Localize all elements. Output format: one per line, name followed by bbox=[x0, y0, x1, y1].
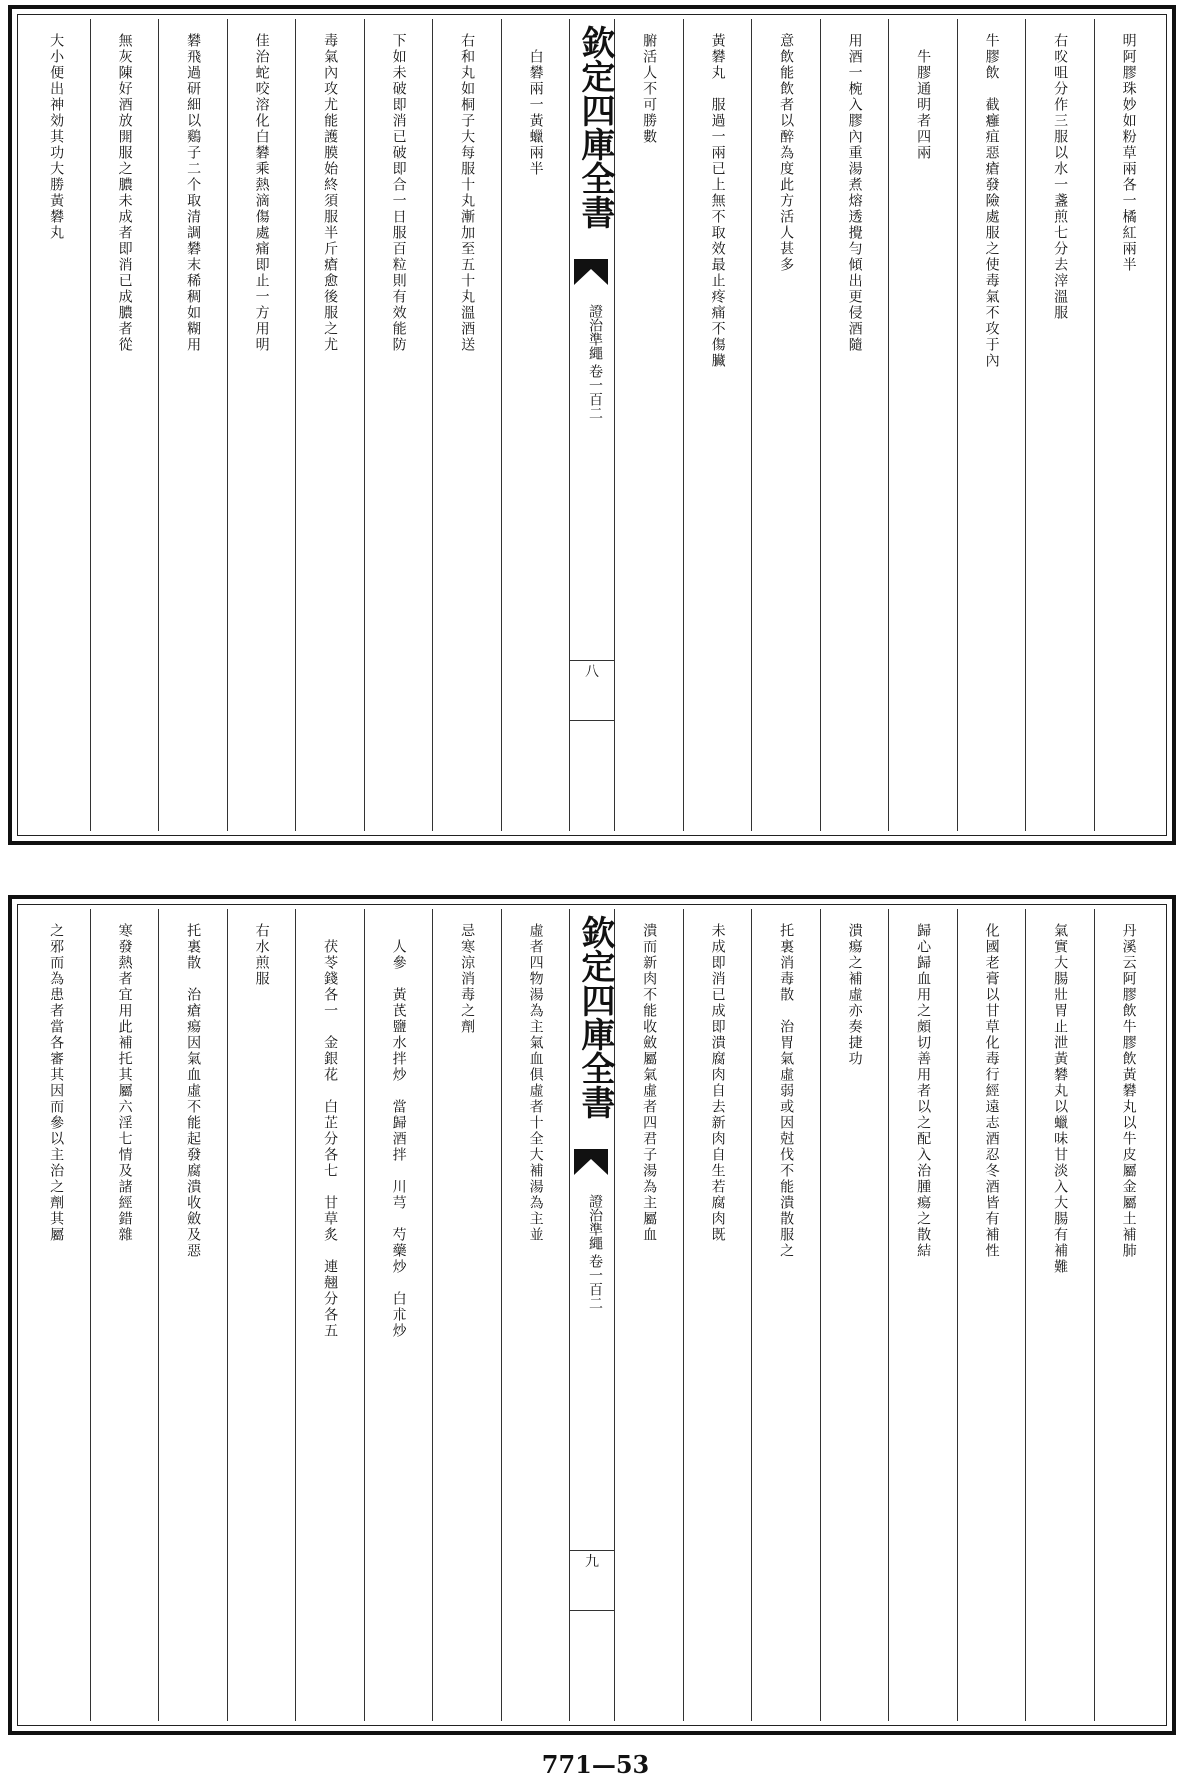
column-text: 潰而新肉不能收斂屬氣虛者四君子湯為主屬血 bbox=[641, 923, 658, 1243]
text-column bbox=[683, 19, 752, 831]
column-text: 化國老膏以甘草化毒行經遠志酒忍冬酒皆有補性 bbox=[983, 923, 1000, 1259]
text-column bbox=[295, 909, 364, 1721]
center-juan: 卷一百二 bbox=[587, 1254, 603, 1310]
text-column bbox=[614, 19, 683, 831]
text-column bbox=[820, 19, 889, 831]
text-column bbox=[90, 19, 159, 831]
column-text: 歸心歸血用之頗切善用者以之配入治腫瘍之散結 bbox=[915, 923, 932, 1259]
text-column bbox=[957, 19, 1026, 831]
text-column bbox=[501, 909, 570, 1721]
column-text: 托裏消毒散 治胃氣虛弱或因尅伐不能潰散服之 bbox=[778, 923, 795, 1259]
column-text: 未成即消已成即潰腐肉自去新肉自生若腐肉既 bbox=[709, 923, 726, 1243]
page-lower bbox=[8, 895, 1176, 1735]
center-rule bbox=[570, 720, 614, 721]
column-text: 寒發熱者宜用此補托其屬六淫七情及諸經錯雜 bbox=[116, 923, 133, 1243]
text-column bbox=[227, 19, 296, 831]
column-text: 托裏散 治瘡瘍因氣血虛不能起發腐潰收斂及惡 bbox=[185, 923, 202, 1259]
text-column bbox=[614, 909, 683, 1721]
column-text: 佳治蛇咬溶化白礬乘熱滴傷處痛即止一方用明 bbox=[253, 33, 270, 353]
text-column bbox=[90, 909, 159, 1721]
column-text: 右和丸如桐子大每服十丸漸加至五十丸溫酒送 bbox=[459, 33, 476, 353]
column-text: 用酒一椀入膠內重湯煮熔透攪勻傾出更侵酒隨 bbox=[846, 33, 863, 353]
column-text: 意飲能飲者以醉為度此方活人甚多 bbox=[778, 33, 795, 273]
text-column bbox=[888, 19, 957, 831]
column-text: 下如未破即消已破即合一日服百粒則有效能防 bbox=[390, 33, 407, 353]
columns-lower bbox=[22, 909, 1162, 1721]
center-title: 欽定四庫全書 bbox=[575, 915, 615, 1119]
leaf-number: 八 bbox=[585, 664, 599, 680]
column-text: 牛膠飲 截癰疽惡瘡發險處服之使毒氣不攻于內 bbox=[983, 33, 1000, 369]
column-text: 明阿膠珠妙如粉草兩各一橘紅兩半 bbox=[1120, 33, 1137, 273]
column-text: 毒氣內攻尤能護膜始終須服半斤瘡愈後服之尤 bbox=[322, 33, 339, 353]
center-fold bbox=[569, 909, 614, 1721]
text-column bbox=[1094, 19, 1163, 831]
column-text: 丹溪云阿膠飲牛膠飲黃礬丸以牛皮屬金屬土補肺 bbox=[1120, 923, 1137, 1259]
text-column bbox=[957, 909, 1026, 1721]
center-rule bbox=[570, 1610, 614, 1611]
column-text: 忌寒涼消毒之劑 bbox=[459, 923, 476, 1035]
text-column bbox=[501, 19, 570, 831]
column-text: 黃礬丸 服過一兩已上無不取效最止疼痛不傷臟 bbox=[709, 33, 726, 369]
column-text: 大小便出神効其功大勝黃礬丸 bbox=[48, 33, 65, 241]
text-column bbox=[22, 19, 90, 831]
center-book-title: 證治準繩 bbox=[587, 1194, 603, 1250]
column-text: 白礬兩一黃蠟兩半 bbox=[527, 33, 544, 177]
leaf-number: 九 bbox=[585, 1554, 599, 1570]
center-fold bbox=[569, 19, 614, 831]
text-column bbox=[1025, 909, 1094, 1721]
column-text: 茯苓錢各一 金銀花 白芷分各七 甘草炙 連翹分各五 bbox=[322, 923, 339, 1339]
text-column bbox=[227, 909, 296, 1721]
text-column bbox=[888, 909, 957, 1721]
text-column bbox=[683, 909, 752, 1721]
fish-tail-mark-icon bbox=[574, 1149, 608, 1175]
columns-upper bbox=[22, 19, 1162, 831]
text-column bbox=[751, 909, 820, 1721]
text-column bbox=[432, 909, 501, 1721]
text-column bbox=[295, 19, 364, 831]
column-text: 無灰陳好酒放開服之膿未成者即消已成膿者從 bbox=[116, 33, 133, 353]
column-text: 虛者四物湯為主氣血俱虛者十全大補湯為主並 bbox=[527, 923, 544, 1243]
text-column bbox=[1025, 19, 1094, 831]
text-column bbox=[364, 19, 433, 831]
center-book-title: 證治準繩 bbox=[587, 304, 603, 360]
text-column bbox=[22, 909, 90, 1721]
text-column bbox=[158, 19, 227, 831]
center-title: 欽定四庫全書 bbox=[575, 25, 615, 229]
fish-tail-mark-icon bbox=[574, 259, 608, 285]
column-text: 右㕮咀分作三服以水一盞煎七分去滓溫服 bbox=[1052, 33, 1069, 321]
column-text: 之邪而為患者當各審其因而參以主治之劑其屬 bbox=[48, 923, 65, 1243]
text-column bbox=[751, 19, 820, 831]
column-text: 右水煎服 bbox=[253, 923, 270, 987]
text-column bbox=[158, 909, 227, 1721]
column-text: 人參 黃芪鹽水拌炒 當歸酒拌 川芎 芍藥炒 白朮炒 bbox=[390, 923, 407, 1339]
text-column bbox=[432, 19, 501, 831]
text-column bbox=[820, 909, 889, 1721]
column-text: 潰瘍之補虛亦奏捷功 bbox=[846, 923, 863, 1067]
column-text: 礬飛過研細以鷄子二个取清調礬末稀稠如糊用 bbox=[185, 33, 202, 353]
text-column bbox=[364, 909, 433, 1721]
center-juan: 卷一百二 bbox=[587, 364, 603, 420]
text-column bbox=[1094, 909, 1163, 1721]
column-text: 牛膠通明者四兩 bbox=[915, 33, 932, 161]
page-footer-number: 771—53 bbox=[541, 1750, 650, 1779]
page-upper bbox=[8, 5, 1176, 845]
column-text: 氣實大腸壯胃止泄黃礬丸以蠟味甘淡入大腸有補難 bbox=[1052, 923, 1069, 1275]
column-text: 腑活人不可勝數 bbox=[641, 33, 658, 145]
